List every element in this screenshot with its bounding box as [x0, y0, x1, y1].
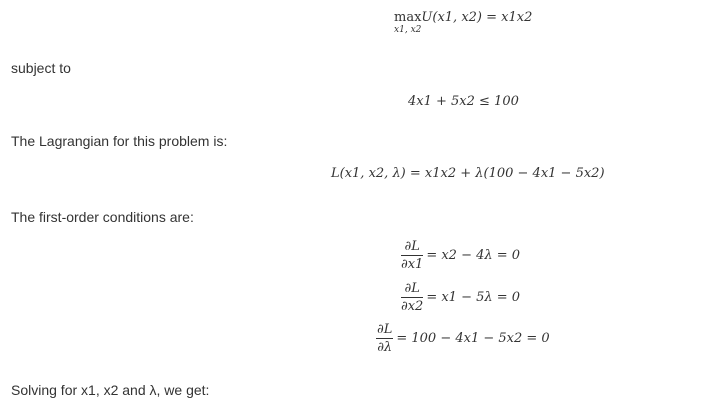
- max-subscript: x1, x2: [394, 25, 422, 35]
- lagrangian-equation: L(x1, x2, λ) = x1x2 + λ(100 − 4x1 − 5x2): [331, 166, 605, 181]
- foc-rhs: = 100 − 4x1 − 5x2 = 0: [396, 331, 550, 346]
- fraction-denominator: ∂λ: [377, 340, 393, 355]
- partial-fraction: [401, 281, 423, 314]
- lagrangian-intro-text: The Lagrangian for this problem is:: [11, 133, 228, 149]
- constraint-equation: 4x1 + 5x2 ≤ 100: [408, 94, 519, 109]
- foc-rhs: = x2 − 4λ = 0: [426, 248, 521, 263]
- fraction-numerator: ∂L: [401, 239, 423, 256]
- fraction-denominator: ∂x2: [401, 299, 424, 314]
- objective-expression: U(x1, x2) = x1x2: [421, 10, 533, 25]
- fraction-numerator: ∂L: [377, 322, 393, 337]
- partial-fraction: [376, 322, 393, 355]
- max-operator: [394, 10, 421, 34]
- foc-equation-3: [376, 322, 550, 355]
- foc-equation-1: [401, 239, 520, 272]
- fraction-numerator: ∂L: [401, 281, 423, 298]
- max-label: max: [394, 10, 422, 25]
- foc-intro-text: The first-order conditions are:: [11, 209, 194, 225]
- partial-fraction: [401, 239, 423, 272]
- foc-rhs: = x1 − 5λ = 0: [426, 290, 521, 305]
- subject-to-text: subject to: [11, 60, 71, 76]
- objective-equation: [394, 10, 532, 34]
- solving-text: Solving for x1, x2 and λ, we get:: [11, 382, 210, 398]
- foc-equation-2: [401, 281, 520, 314]
- fraction-denominator: ∂x1: [401, 257, 424, 272]
